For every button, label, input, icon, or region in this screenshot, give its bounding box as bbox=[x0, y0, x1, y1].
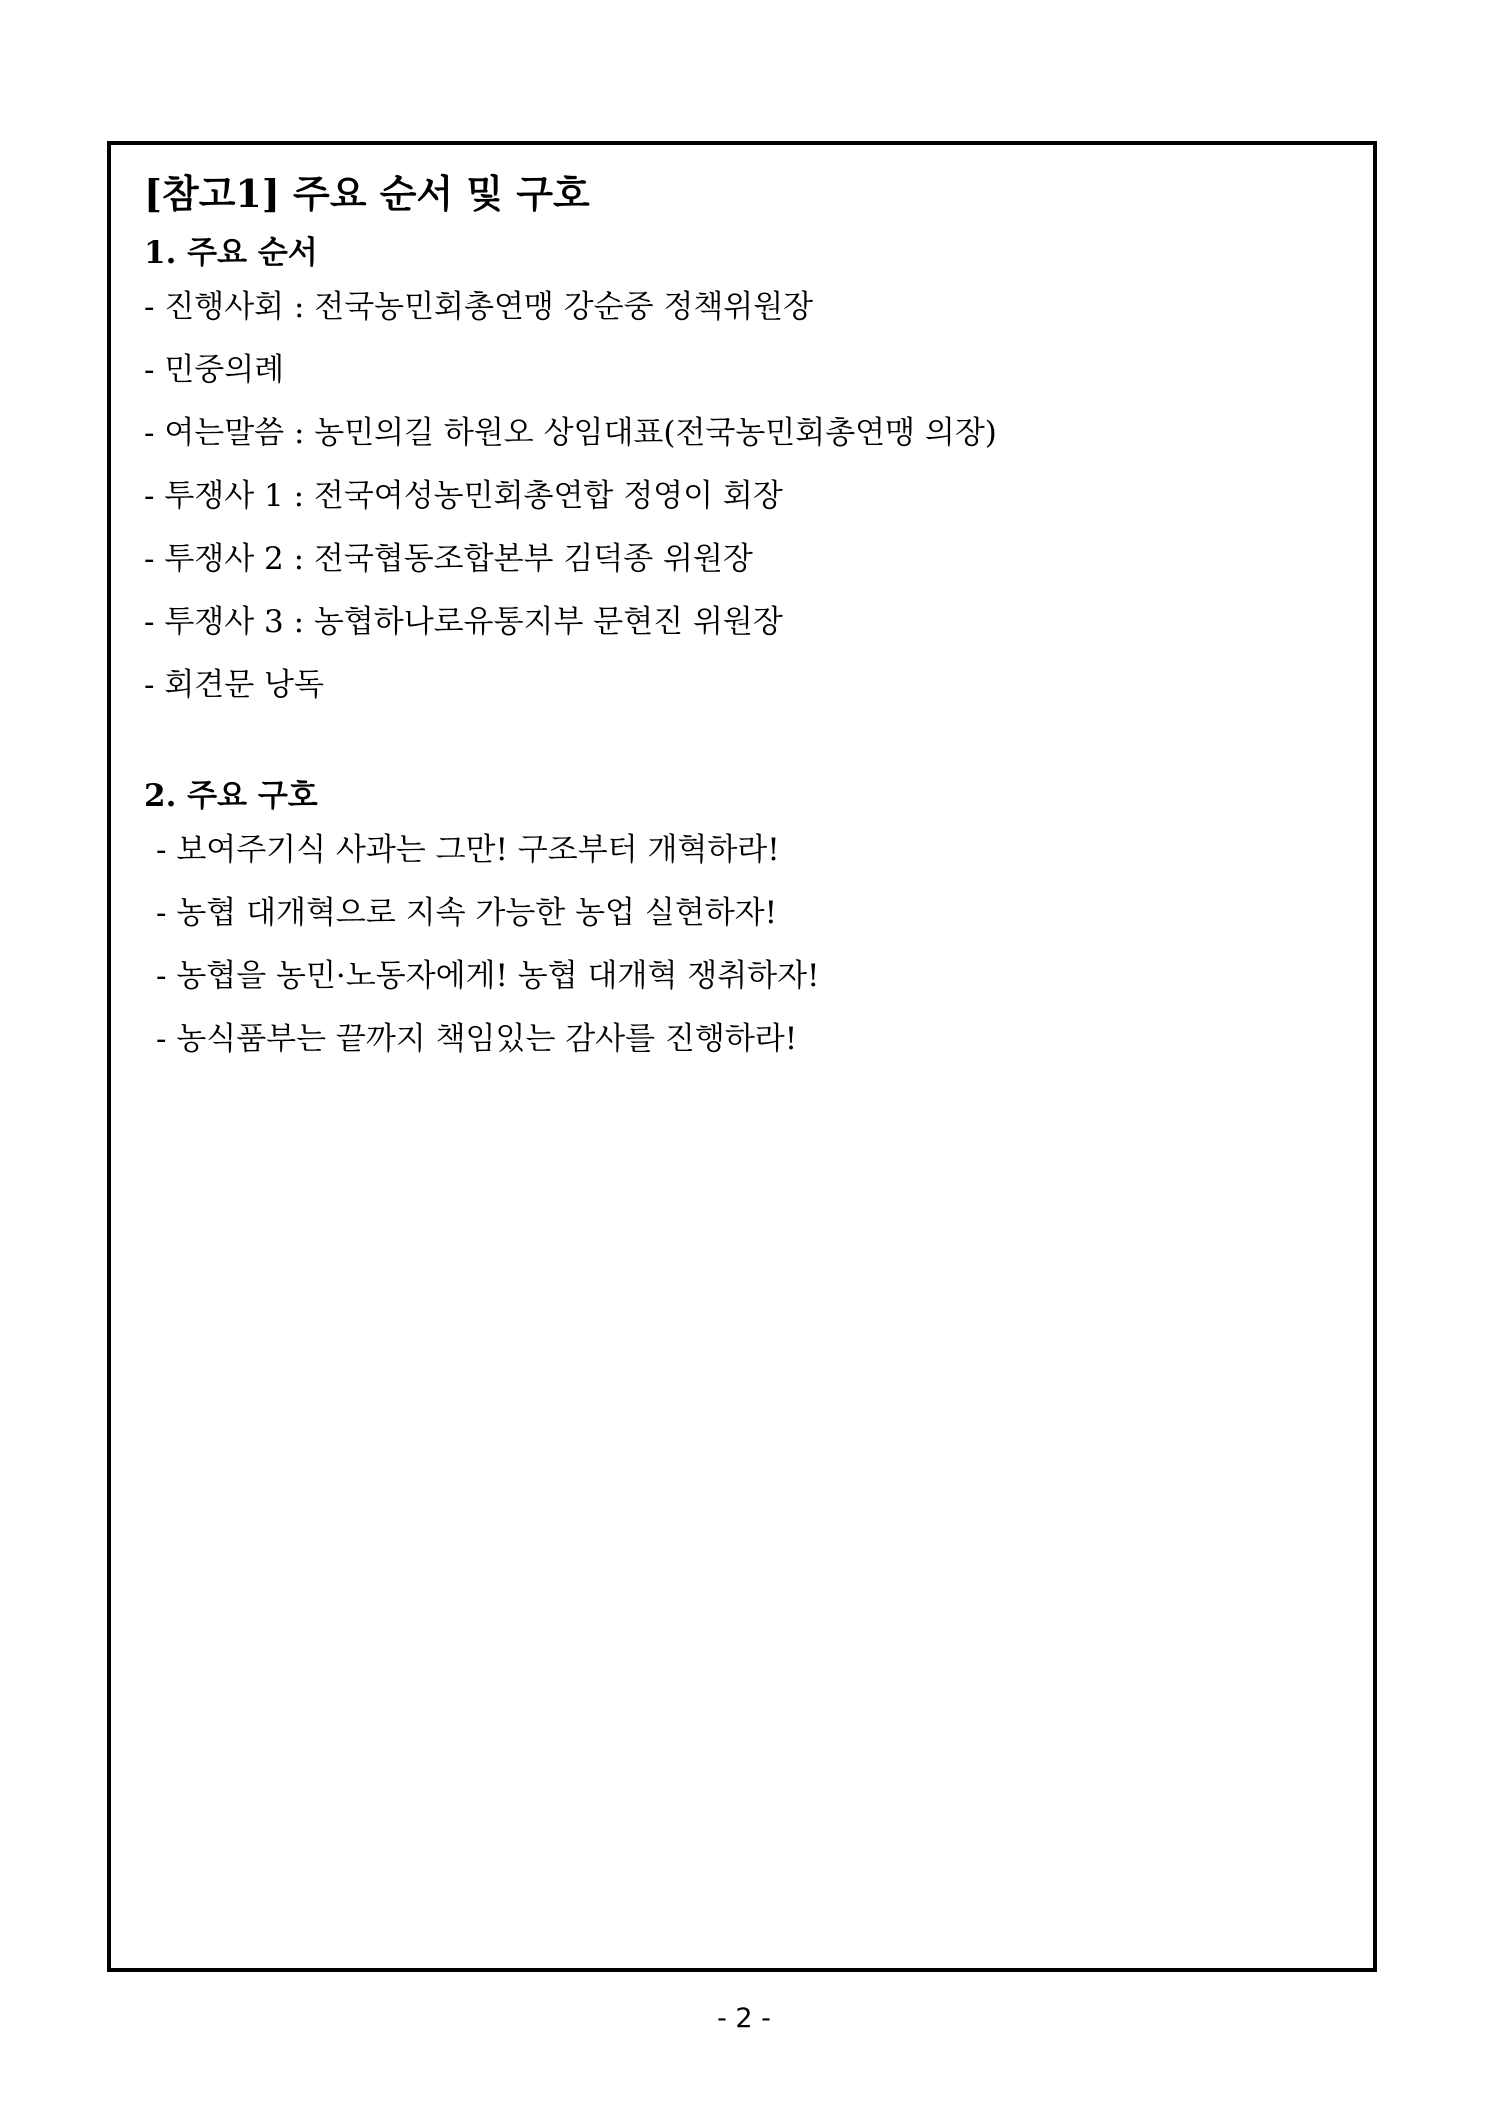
slogan-item-4: - 농식품부는 끝까지 책임있는 감사를 진행하라! bbox=[156, 1021, 798, 1057]
order-item-speech-1: - 투쟁사 1 : 전국여성농민회총연합 정영이 회장 bbox=[144, 478, 783, 514]
page-number: - 2 - bbox=[717, 2003, 771, 2034]
section-heading-order: 1. 주요 순서 bbox=[144, 235, 318, 271]
order-item-speech-2: - 투쟁사 2 : 전국협동조합본부 김덕종 위원장 bbox=[144, 541, 753, 577]
order-item-ritual: - 민중의례 bbox=[144, 352, 285, 388]
order-item-speech-3: - 투쟁사 3 : 농협하나로유통지부 문현진 위원장 bbox=[144, 604, 783, 640]
section-heading-slogans: 2. 주요 구호 bbox=[144, 778, 318, 814]
slogan-item-1: - 보여주기식 사과는 그만! 구조부터 개혁하라! bbox=[156, 832, 780, 868]
order-item-host: - 진행사회 : 전국농민회총연맹 강순중 정책위원장 bbox=[144, 289, 814, 325]
slogan-item-2: - 농협 대개혁으로 지속 가능한 농업 실현하자! bbox=[156, 895, 778, 931]
document-title: [참고1] 주요 순서 및 구호 bbox=[144, 171, 590, 216]
slogan-item-3: - 농협을 농민·노동자에게! 농협 대개혁 쟁취하자! bbox=[156, 958, 820, 994]
order-item-opening: - 여는말씀 : 농민의길 하원오 상임대표(전국농민회총연맹 의장) bbox=[144, 415, 997, 451]
order-item-statement: - 회견문 낭독 bbox=[144, 667, 324, 703]
